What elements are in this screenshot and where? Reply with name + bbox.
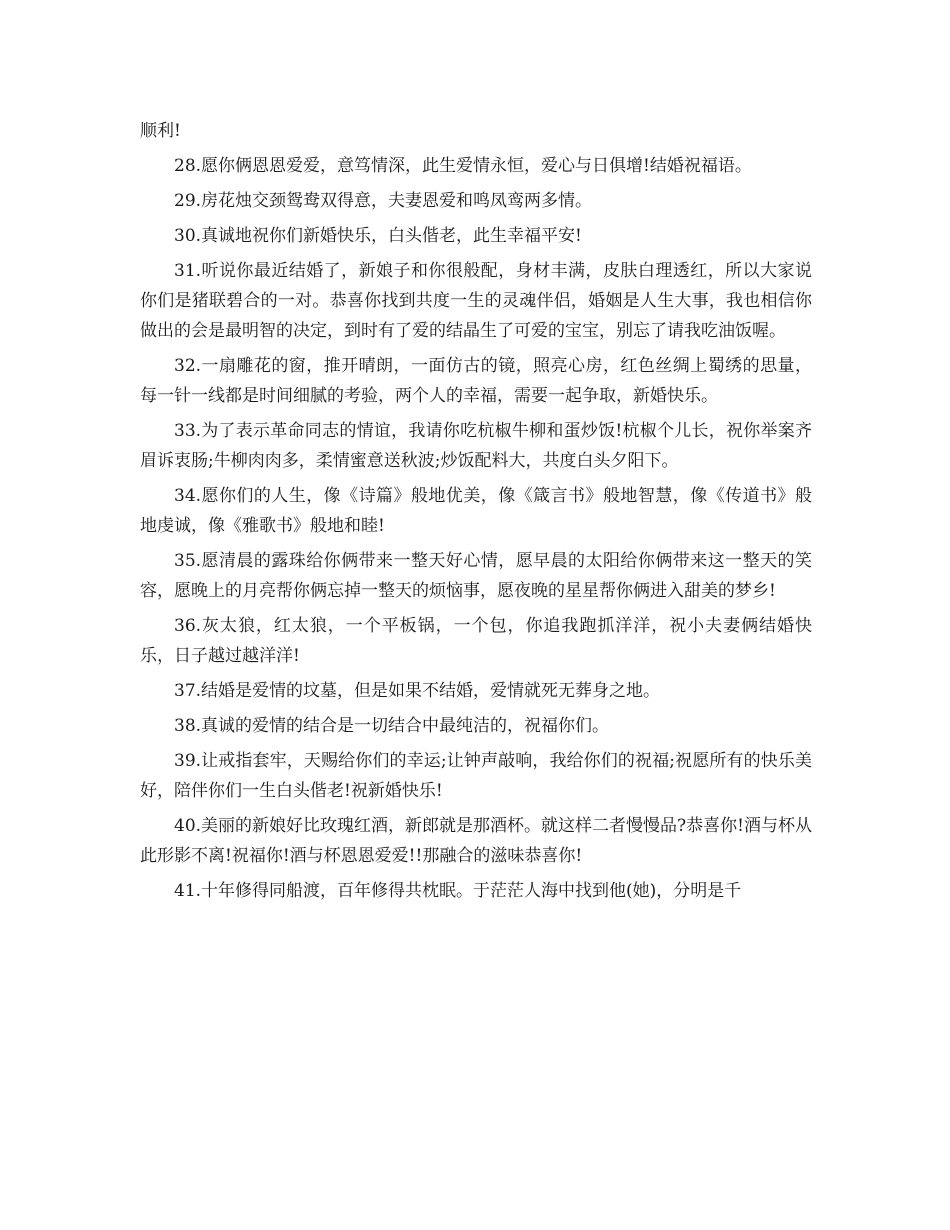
paragraph-36: 36.灰太狼，红太狼，一个平板锅，一个包，你追我跑抓洋洋，祝小夫妻俩结婚快乐，日子越过越洋洋!	[140, 616, 812, 666]
paragraph-35: 35.愿清晨的露珠给你俩带来一整天好心情，愿早晨的太阳给你俩带来这一整天的笑容，愿晚上的月亮帮你俩忘掉一整天的烦恼事，愿夜晚的星星帮你俩进入甜美的梦乡!	[140, 551, 812, 601]
paragraph-40: 40.美丽的新娘好比玫瑰红酒，新郎就是那酒杯。就这样二者慢慢品?恭喜你!酒与杯从此形影不离!祝福你!酒与杯恩恩爱爱!!那融合的滋味恭喜你!	[140, 816, 812, 866]
paragraph-41: 41.十年修得同船渡，百年修得共枕眠。于茫茫人海中找到他(她)，分明是千	[174, 881, 742, 901]
paragraph-38: 38.真诚的爱情的结合是一切结合中最纯洁的，祝福你们。	[174, 716, 610, 736]
paragraph-continuation: 顺利!	[140, 121, 181, 141]
paragraph-34: 34.愿你们的人生，像《诗篇》般地优美，像《箴言书》般地智慧，像《传道书》般地虔诚，像《雅歌书》般地和睦!	[140, 486, 812, 536]
paragraph-31: 31.听说你最近结婚了，新娘子和你很般配，身材丰满，皮肤白理透红，所以大家说你们是猪联碧合的一对。恭喜你找到共度一生的灵魂伴侣，婚姻是人生大事，我也相信你做出的会是最明智的决定，到时有了爱的结晶生了可爱的宝宝，别忘了请我吃油饭喔。	[140, 261, 812, 341]
paragraph-39: 39.让戒指套牢，天赐给你们的幸运;让钟声敲响，我给你们的祝福;祝愿所有的快乐美好，陪伴你们一生白头偕老!祝新婚快乐!	[140, 751, 812, 801]
paragraph-28: 28.愿你俩恩恩爱爱，意笃情深，此生爱情永恒，爱心与日俱增!结婚祝福语。	[174, 156, 752, 176]
paragraph-33: 33.为了表示革命同志的情谊，我请你吃杭椒牛柳和蛋炒饭!杭椒个儿长，祝你举案齐眉诉衷肠;牛柳肉肉多，柔情蜜意送秋波;炒饭配料大，共度白头夕阳下。	[140, 421, 812, 471]
paragraph-32: 32.一扇雕花的窗，推开晴朗，一面仿古的镜，照亮心房，红色丝绸上蜀绣的思量，每一针一线都是时间细腻的考验，两个人的幸福，需要一起争取，新婚快乐。	[140, 356, 812, 406]
paragraph-37: 37.结婚是爱情的坟墓，但是如果不结婚，爱情就死无葬身之地。	[174, 681, 661, 701]
document-body	[140, 116, 812, 911]
paragraph-29: 29.房花烛交颈鸳鸯双得意，夫妻恩爱和鸣凤鸾两多情。	[174, 191, 593, 211]
paragraph-30: 30.真诚地祝你们新婚快乐，白头偕老，此生幸福平安!	[174, 226, 582, 246]
